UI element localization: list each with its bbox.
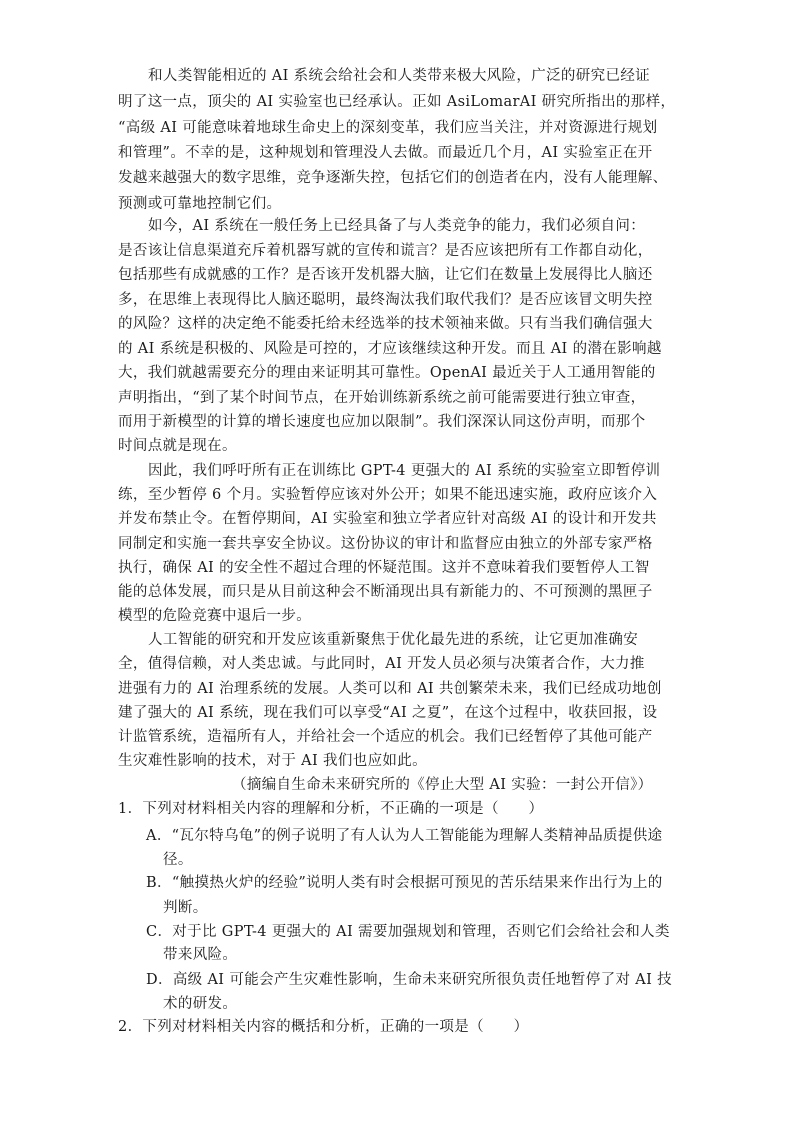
passage-p3-line: 模型的危险竞赛中退后一步。: [118, 608, 312, 624]
question-1-option-b: B．“触摸热火炉的经验”说明人类有时会根据可预见的苦乐结果来作出行为上的: [146, 875, 663, 891]
passage-p2-line: 而用于新模型的计算的增长速度也应加以限制”。我们深深认同这份声明，而那个: [118, 414, 646, 430]
passage-p3-line: 同制定和实施一套共享安全协议。这份协议的审计和监督应由独立的外部专家严格: [118, 536, 653, 552]
passage-p3-line: 能的总体发展，而只是从目前这种会不断涌现出具有新能力的、不可预测的黑匣子: [118, 584, 653, 600]
question-1-option-d: D．高级 AI 可能会产生灾难性影响，生命未来研究所很负责任地暂停了对 AI 技: [146, 972, 672, 988]
question-1-option-c-cont: 带来风险。: [163, 947, 238, 963]
passage-p1-line: 和人类智能相近的 AI 系统会给社会和人类带来极大风险，广泛的研究已经证: [148, 68, 651, 84]
passage-p1-line: 明了这一点，顶尖的 AI 实验室也已经承认。正如 AsiLomarAI 研究所指出的那样，: [118, 94, 676, 110]
question-1-option-d-cont: 术的研发。: [163, 996, 238, 1012]
passage-p2-line: 的 AI 系统是积极的、风险是可控的，才应该继续这种开发。而且 AI 的潜在影响越: [118, 341, 662, 357]
passage-p2-line: 大，我们就越需要充分的理由来证明其可靠性。OpenAI 最近关于人工通用智能的: [118, 365, 656, 381]
question-2-stem: 2．下列对材料相关内容的概括和分析，正确的一项是（ ）: [118, 1019, 529, 1035]
passage-p2-line: 的风险？这样的决定绝不能委托给未经选举的技术领袖来做。只有当我们确信强大: [118, 316, 653, 332]
passage-p3-line: 执行，确保 AI 的安全性不超过合理的怀疑范围。这并不意味着我们要暂停人工智: [118, 560, 650, 576]
passage-p4-line: 全，值得信赖，对人类忠诚。与此同时，AI 开发人员必须与决策者合作，大力推: [118, 656, 645, 672]
passage-p4-line: 生灾难性影响的技术，对于 AI 我们也应如此。: [118, 753, 427, 769]
passage-p4-line: 计监管系统，造福所有人，并给社会一个适应的机会。我们已经暂停了其他可能产: [118, 729, 653, 745]
source-attribution: （摘编自生命未来研究所的《停止大型 AI 实验：一封公开信》）: [232, 777, 653, 793]
question-1-stem: 1．下列对材料相关内容的理解和分析，不正确的一项是（ ）: [118, 801, 544, 817]
question-1-option-a: A．“瓦尔特乌龟”的例子说明了有人认为人工智能能为理解人类精神品质提供途: [146, 828, 663, 844]
passage-p1-line: 发越来越强大的数字思维，竞争逐渐失控，包括它们的创造者在内，没有人能理解、: [118, 170, 668, 186]
passage-p2-line: 如今，AI 系统在一般任务上已经具备了与人类竞争的能力，我们必须自问：: [148, 218, 646, 234]
passage-p2-line: 声明指出，“到了某个时间节点，在开始训练新系统之前可能需要进行独立审查，: [118, 390, 646, 406]
passage-p2-line: 多，在思维上表现得比人脑还聪明，最终淘汰我们取代我们？是否应该冒文明失控: [118, 292, 653, 308]
passage-p1-line: “高级 AI 可能意味着地球生命史上的深刻变革，我们应当关注，并对资源进行规划: [118, 120, 658, 136]
passage-p1-line: 预测或可靠地控制它们。: [118, 196, 282, 212]
passage-p4-line: 人工智能的研究和开发应该重新聚焦于优化最先进的系统，让它更加准确安: [148, 632, 639, 648]
passage-p3-line: 练，至少暂停 6 个月。实验暂停应该对外公开；如果不能迅速实施，政府应该介入: [118, 487, 658, 503]
passage-p2-line: 是否该让信息渠道充斥着机器写就的宣传和谎言？是否应该把所有工作都自动化，: [118, 243, 653, 259]
passage-p3-line: 因此，我们呼吁所有正在训练比 GPT-4 更强大的 AI 系统的实验室立即暂停训: [148, 463, 661, 479]
passage-p4-line: 建了强大的 AI 系统，现在我们可以享受“AI 之夏”，在这个过程中，收获回报，设: [118, 705, 658, 721]
passage-p2-line: 时间点就是现在。: [118, 438, 237, 454]
passage-p4-line: 进强有力的 AI 治理系统的发展。人类可以和 AI 共创繁荣未来，我们已经成功地创: [118, 681, 662, 697]
question-1-option-c: C．对于比 GPT-4 更强大的 AI 需要加强规划和管理，否则它们会给社会和人类: [146, 924, 670, 940]
question-1-option-a-cont: 径。: [163, 852, 193, 868]
passage-p3-line: 并发布禁止令。在暂停期间，AI 实验室和独立学者应针对高级 AI 的设计和开发共: [118, 511, 657, 527]
passage-p1-line: 和管理”。不幸的是，这种规划和管理没人去做。而最近几个月，AI 实验室正在开: [118, 145, 653, 161]
question-1-option-b-cont: 判断。: [163, 900, 208, 916]
passage-p2-line: 包括那些有成就感的工作？是否该开发机器大脑，让它们在数量上发展得比人脑还: [118, 267, 653, 283]
